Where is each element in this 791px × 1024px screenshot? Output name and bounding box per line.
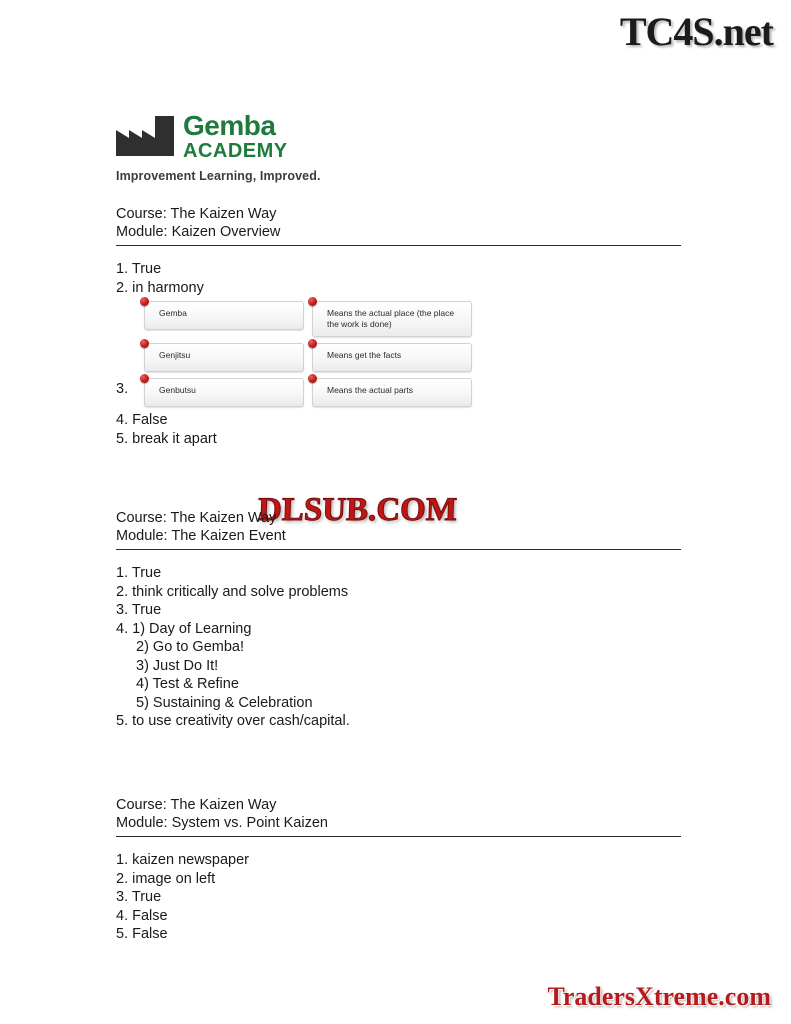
answer-number: 4. bbox=[116, 620, 129, 637]
logo-subtitle: ACADEMY bbox=[183, 140, 288, 162]
answer-text: True bbox=[131, 602, 162, 618]
matching-definition-tile[interactable] bbox=[312, 343, 472, 372]
answer-number: 2. bbox=[116, 279, 129, 296]
list-item bbox=[116, 712, 681, 731]
answer-number: 3. bbox=[116, 381, 129, 397]
matching-term-label: Gemba bbox=[159, 308, 187, 318]
answer-text: False bbox=[132, 907, 168, 924]
answer-text: kaizen newspaper bbox=[132, 852, 250, 868]
answer-number: 2. bbox=[116, 583, 129, 600]
connector-dot-icon bbox=[308, 339, 317, 348]
list-item bbox=[116, 851, 681, 870]
answer-number: 1. bbox=[116, 852, 129, 868]
list-item-sub: 4) Test & Refine bbox=[136, 676, 239, 692]
section-kaizen-event bbox=[116, 509, 681, 731]
matching-exercise bbox=[116, 301, 681, 407]
matching-definition-tile[interactable] bbox=[312, 378, 472, 407]
answer-number: 5. bbox=[116, 926, 129, 942]
module-line: Module: Kaizen Overview bbox=[116, 224, 281, 240]
answer-text: True bbox=[131, 565, 162, 581]
answer-text: image on left bbox=[132, 870, 216, 887]
connector-dot-icon bbox=[140, 374, 149, 383]
course-line: Course: The Kaizen Way bbox=[116, 206, 277, 222]
answer-number: 3. bbox=[116, 889, 129, 905]
matching-term-label: Genbutsu bbox=[159, 385, 196, 395]
logo-tagline: Improvement Learning, Improved. bbox=[116, 169, 321, 183]
section-divider bbox=[116, 245, 681, 246]
matching-row bbox=[144, 301, 496, 337]
answer-text: in harmony bbox=[132, 279, 204, 296]
answer-text: False bbox=[132, 412, 168, 428]
connector-dot-icon bbox=[140, 339, 149, 348]
answer-number: 4. bbox=[116, 907, 129, 924]
answer-number: 5. bbox=[116, 430, 129, 447]
section-system-vs-point-kaizen bbox=[116, 796, 681, 944]
matching-term-tile[interactable] bbox=[144, 378, 304, 407]
matching-definition-label: Means get the facts bbox=[327, 350, 402, 360]
matching-definition-label: Means the actual place (the place the work is done) bbox=[327, 308, 455, 329]
module-line: Module: System vs. Point Kaizen bbox=[116, 815, 328, 831]
connector-dot-icon bbox=[308, 297, 317, 306]
section-kaizen-overview bbox=[116, 205, 681, 448]
matching-term-label: Genjitsu bbox=[159, 350, 191, 360]
logo-title: Gemba bbox=[183, 110, 276, 141]
list-item bbox=[116, 411, 681, 430]
list-item bbox=[116, 907, 681, 926]
answer-number: 1. bbox=[116, 565, 129, 581]
watermark-center: DLSUB.COM bbox=[257, 492, 458, 528]
answer-number: 4. bbox=[116, 412, 129, 428]
matching-term-tile[interactable] bbox=[144, 343, 304, 372]
answer-text: break it apart bbox=[132, 430, 217, 447]
watermark-bottom-right: TradersXtreme.com bbox=[547, 982, 771, 1011]
list-item bbox=[116, 870, 681, 889]
list-item bbox=[116, 925, 681, 944]
course-line: Course: The Kaizen Way bbox=[116, 510, 277, 526]
answer-text: 1) Day of Learning bbox=[132, 620, 252, 637]
module-line: Module: The Kaizen Event bbox=[116, 528, 286, 544]
list-item-sub: 5) Sustaining & Celebration bbox=[136, 694, 313, 711]
answer-text: True bbox=[131, 889, 162, 905]
list-item bbox=[116, 583, 681, 602]
matching-definition-tile[interactable] bbox=[312, 301, 472, 337]
answer-text: True bbox=[131, 261, 162, 277]
list-item bbox=[116, 260, 681, 279]
answer-number: 5. bbox=[116, 713, 129, 729]
factory-icon bbox=[116, 116, 174, 156]
answer-number: 1. bbox=[116, 261, 129, 277]
answer-number: 3. bbox=[116, 602, 129, 618]
list-item-sub: 3) Just Do It! bbox=[136, 657, 219, 674]
list-item bbox=[116, 888, 681, 907]
section-divider bbox=[116, 836, 681, 837]
answer-text: to use creativity over cash/capital. bbox=[132, 713, 350, 729]
answer-list bbox=[116, 564, 681, 731]
watermark-top-right: TC4S.net bbox=[619, 9, 773, 54]
connector-dot-icon bbox=[140, 297, 149, 306]
matching-term-tile[interactable] bbox=[144, 301, 304, 330]
list-item bbox=[116, 430, 681, 449]
answer-text: think critically and solve problems bbox=[132, 583, 349, 600]
course-line: Course: The Kaizen Way bbox=[116, 797, 277, 813]
answer-list bbox=[116, 851, 681, 944]
list-item bbox=[116, 279, 681, 298]
list-item bbox=[116, 564, 681, 583]
matching-definition-label: Means the actual parts bbox=[327, 385, 413, 395]
answer-list bbox=[116, 260, 681, 448]
list-item bbox=[116, 601, 681, 620]
answer-number: 2. bbox=[116, 870, 129, 887]
matching-row bbox=[144, 343, 496, 372]
answer-text: False bbox=[132, 926, 168, 942]
connector-dot-icon bbox=[308, 374, 317, 383]
section-divider bbox=[116, 549, 681, 550]
matching-row bbox=[144, 378, 496, 407]
list-item bbox=[116, 620, 681, 639]
gemba-academy-logo bbox=[116, 112, 416, 183]
list-item-sub: 2) Go to Gemba! bbox=[136, 639, 244, 655]
